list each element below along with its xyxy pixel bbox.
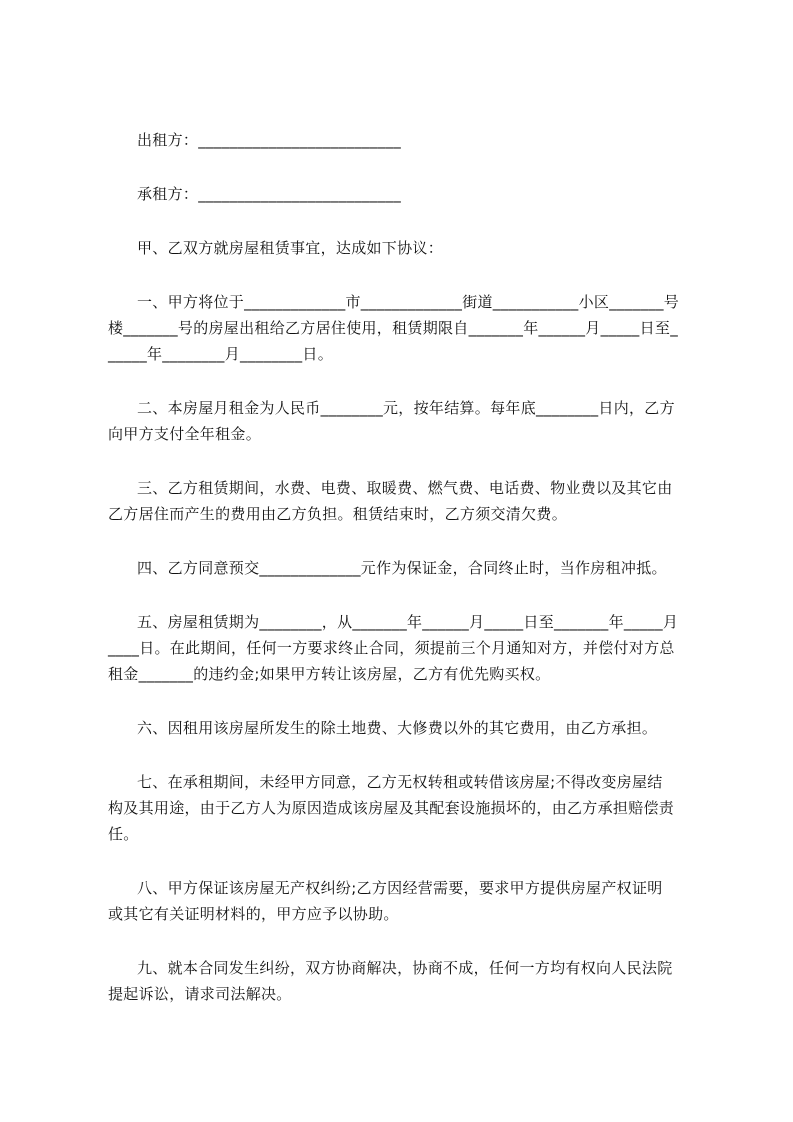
clause-line: 六、因租用该房屋所发生的除土地费、大修费以外的其它费用，由乙方承担。 <box>137 719 658 737</box>
clause-line: 五、房屋租赁期为________，从_______年______月_____日至_______年_____月 <box>137 613 679 631</box>
clause-line: 七、在承租期间，未经甲方同意，乙方无权转租或转借该房屋;不得改变房屋结 <box>137 773 663 791</box>
agreement-intro: 甲、乙双方就房屋租赁事宜，达成如下协议： <box>137 239 444 257</box>
clause-line: 一、甲方将位于_____________市_____________街道___________小区_______号 <box>137 293 680 311</box>
clause-line: 楼_______号的房屋出租给乙方居住使用，租赁期限自_______年______月_____日至_ <box>108 319 679 337</box>
clause-line: _____年________月________日。 <box>108 345 334 363</box>
clause-line: 八、甲方保证该房屋无产权纠纷;乙方因经营需要，要求甲方提供房屋产权证明 <box>137 879 663 897</box>
lessor-line: 出租方：__________________________ <box>137 131 402 149</box>
clause-line: 租金_______的违约金;如果甲方转让该房屋，乙方有优先购买权。 <box>108 665 551 683</box>
clause-line: 或其它有关证明材料的，甲方应予以协助。 <box>108 905 399 923</box>
clause-line: 提起诉讼，请求司法解决。 <box>108 985 292 1003</box>
clause-line: 九、就本合同发生纠纷，双方协商解决，协商不成，任何一方均有权向人民法院 <box>137 959 673 977</box>
clause-line: 四、乙方同意预交_____________元作为保证金，合同终止时，当作房租冲抵。 <box>137 559 667 577</box>
clause-line: 三、乙方租赁期间，水费、电费、取暖费、燃气费、电话费、物业费以及其它由 <box>137 479 673 497</box>
lessee-line: 承租方：__________________________ <box>137 185 402 203</box>
clause-line: 任。 <box>108 825 139 843</box>
clause-line: 构及其用途，由于乙方人为原因造成该房屋及其配套设施损坏的，由乙方承担赔偿责 <box>108 799 675 817</box>
clause-line: ____日。在此期间，任何一方要求终止合同，须提前三个月通知对方，并偿付对方总 <box>108 639 675 657</box>
clause-line: 乙方居住而产生的费用由乙方负担。租赁结束时，乙方须交清欠费。 <box>108 505 568 523</box>
clause-line: 向甲方支付全年租金。 <box>108 425 262 443</box>
clause-line: 二、本房屋月租金为人民币________元，按年结算。每年底________日内，乙方 <box>137 399 675 417</box>
